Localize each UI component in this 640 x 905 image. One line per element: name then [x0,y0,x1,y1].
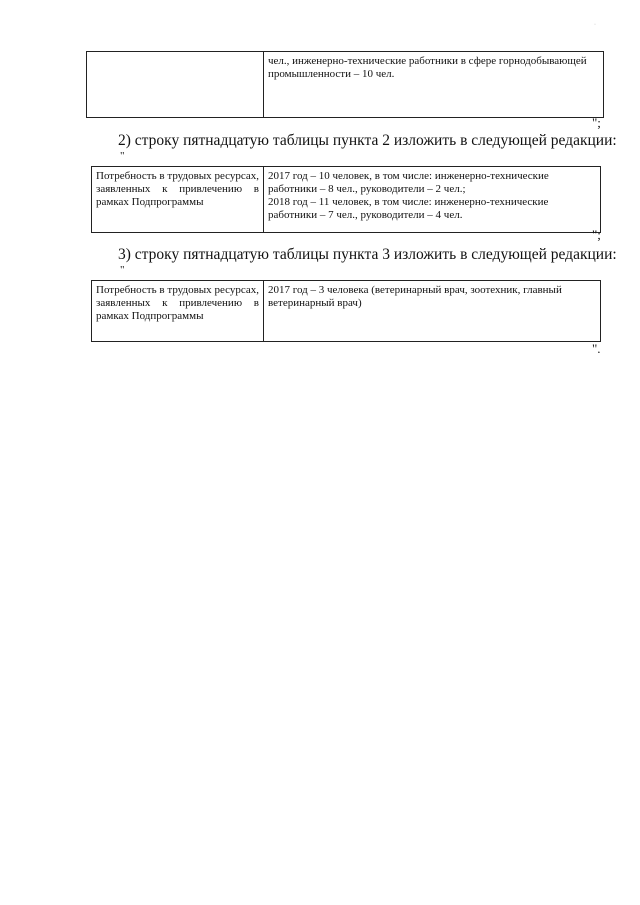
item3-right-cell: 2017 год – 3 человека (ветеринарный врач, зоотехник, главный ветеринарный врач) [264,281,601,342]
item3-left-cell: Потребность в трудовых ресурсах, заявленных к привлечению в рамках Подпрограммы [92,281,264,342]
table1-left-cell [87,52,264,118]
item2-right-line-2017: 2017 год – 10 человек, в том числе: инженерно-технические работники – 8 чел., руководители – 2 чел.; [268,170,549,195]
item2-table [91,166,601,233]
item3-table [91,280,601,342]
item2-right-line-2018: 2018 год – 11 человек, в том числе: инженерно-технические работники – 7 чел., руководители – 4 чел. [268,196,549,221]
item2-right-cell [264,167,601,233]
table-row [92,281,601,342]
item2-left-cell: Потребность в трудовых ресурсах, заявленных к привлечению в рамках Подпрограммы [92,167,264,233]
table-row [92,167,601,233]
item2-heading: 2) строку пятнадцатую таблицы пункта 2 изложить в следующей редакции: [118,132,617,149]
table-row [87,52,604,118]
item3-heading: 3) строку пятнадцатую таблицы пункта 3 изложить в следующей редакции: [118,246,617,263]
item3-opening-quote: " [120,264,125,276]
closing-quote-1: "; [592,115,601,130]
table1-right-cell: чел., инженерно-технические работники в сфере горнодобывающей промышленности – 10 чел. [264,52,604,118]
item2-opening-quote: " [120,150,125,162]
item2-closing-quote: "; [592,227,601,242]
table-continuation [86,51,604,118]
item3-closing-quote: ". [592,341,601,356]
corner-mark: · [594,22,596,28]
